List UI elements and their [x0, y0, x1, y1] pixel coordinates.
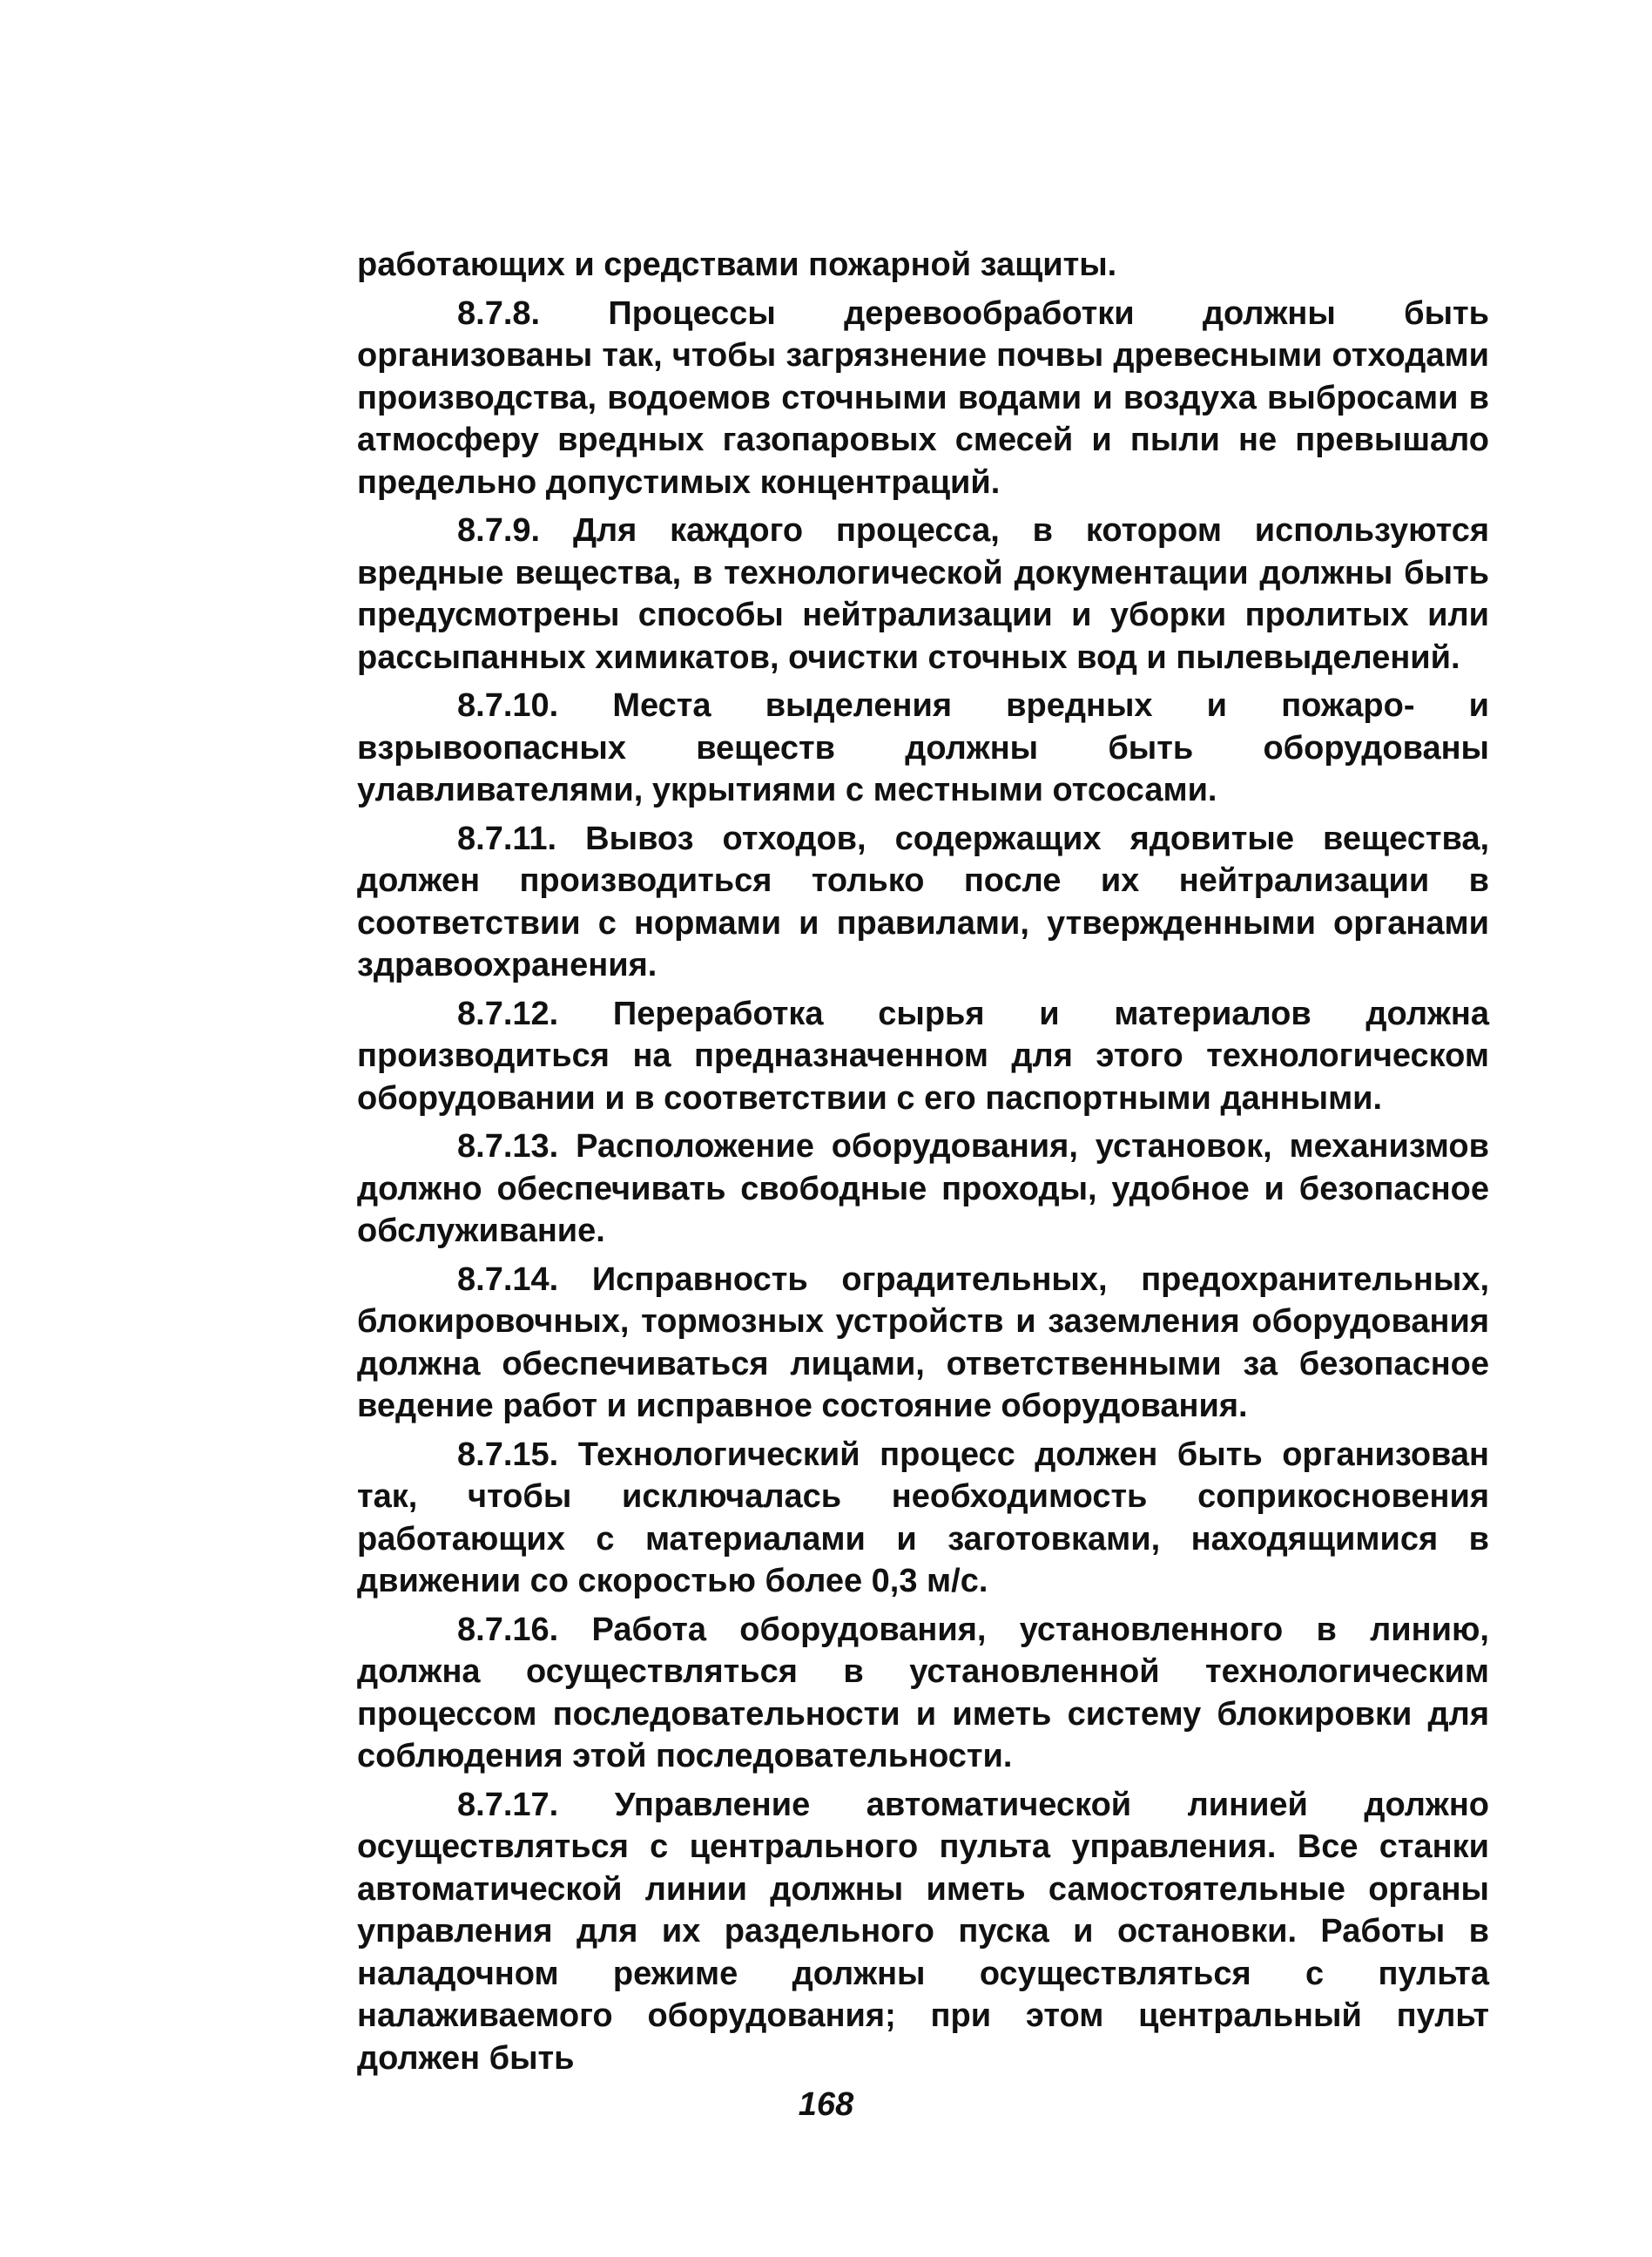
paragraph-8-7-11 — [357, 818, 1489, 987]
paragraph-text: Процессы деревообработки должны быть организованы так, чтобы загрязнение почвы древесными отходами производства, водоемов сточными водами и воздуха выбросами в атмосферу вредных газопаровых смесей и пыли не превышало предельно допустимых концентраций. — [357, 294, 1489, 501]
paragraph-8-7-14 — [357, 1259, 1489, 1428]
paragraph-text: Расположение оборудования, установок, механизмов должно обеспечивать свободные проходы, удобное и безопасное обслуживание. — [357, 1128, 1489, 1249]
paragraph-8-7-13 — [357, 1125, 1489, 1253]
paragraph-text: Вывоз отходов, содержащих ядовитые вещества, должен производиться только после их нейтрализации в соответствии с нормами и правилами, утвержденными органами здравоохранения. — [357, 820, 1490, 983]
paragraph-8-7-17 — [357, 1784, 1489, 2080]
paragraph-number: 8.7.11. — [457, 820, 557, 857]
paragraph-8-7-10 — [357, 685, 1489, 812]
paragraph-8-7-16 — [357, 1609, 1489, 1778]
paragraph-8-7-12 — [357, 993, 1489, 1120]
paragraph-number: 8.7.13. — [457, 1128, 559, 1165]
page-number: 168 — [798, 2086, 854, 2123]
paragraph-8-7-8 — [357, 293, 1489, 504]
continuation-paragraph — [357, 244, 1489, 287]
paragraph-number: 8.7.17. — [457, 1786, 559, 1823]
paragraph-text: Технологический процесс должен быть организован так, чтобы исключалась необходимость соприкосновения работающих с материалами и заготовками, находящимися в движении со скоростью более 0,3 м/с. — [357, 1436, 1489, 1599]
paragraph-number: 8.7.12. — [457, 995, 559, 1032]
paragraph-number: 8.7.10. — [457, 687, 559, 724]
document-page — [357, 244, 1490, 2077]
paragraph-text: Места выделения вредных и пожаро- и взрывоопасных веществ должны быть оборудованы улавливателями, укрытиями с местными отсосами. — [357, 687, 1489, 808]
paragraph-text: Переработка сырья и материалов должна производиться на предназначенном для этого технологическом оборудовании и в соответствии с его паспортными данными. — [357, 995, 1489, 1117]
paragraph-number: 8.7.15. — [457, 1436, 559, 1473]
paragraph-number: 8.7.8. — [457, 294, 541, 332]
paragraph-text: Исправность оградительных, предохранительных, блокировочных, тормозных устройств и заземления оборудования должна обеспечиваться лицами, ответственными за безопасное ведение работ и исправное состояние оборудования. — [357, 1260, 1490, 1424]
paragraph-8-7-15 — [357, 1434, 1489, 1603]
paragraph-number: 8.7.9. — [457, 512, 541, 549]
paragraph-text: Для каждого процесса, в котором используются вредные вещества, в технологической документации должны быть предусмотрены способы нейтрализации и уборки пролитых или рассыпанных химикатов, очистки сточных вод и пылевыделений. — [357, 512, 1490, 676]
paragraph-text: работающих и средствами пожарной защиты. — [357, 247, 1117, 283]
paragraph-number: 8.7.16. — [457, 1611, 559, 1648]
paragraph-text: Управление автоматической линией должно осуществляться с центрального пульта управления. Все станки автоматической линии должны иметь самостоятельные органы управления для их раздельного пуска и остановки. Работы в наладочном режиме должны осуществляться с пульта налаживаемого оборудования; при этом центральный пульт должен быть — [357, 1786, 1490, 2077]
paragraph-text: Работа оборудования, установленного в линию, должна осуществляться в установленной технологическим процессом последовательности и иметь систему блокировки для соблюдения этой последовательности. — [357, 1611, 1489, 1774]
paragraph-number: 8.7.14. — [457, 1260, 559, 1298]
paragraph-8-7-9 — [357, 510, 1489, 679]
